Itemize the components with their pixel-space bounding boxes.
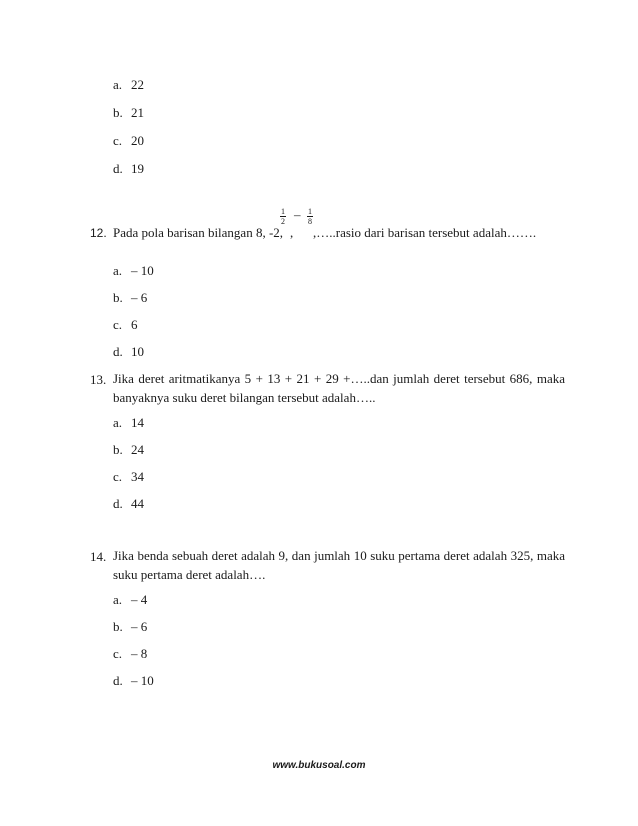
- q12-option-a: [113, 263, 154, 279]
- q11-option-d: [113, 161, 144, 177]
- option-text: 20: [131, 133, 144, 148]
- q14-option-b: [113, 619, 147, 635]
- option-text: 6: [131, 317, 138, 332]
- option-letter: b.: [113, 105, 123, 120]
- option-text: – 10: [131, 673, 154, 688]
- q14-option-c: [113, 646, 147, 662]
- q12-comma: ,: [290, 225, 294, 240]
- option-text: 10: [131, 344, 144, 359]
- q12-option-b: [113, 290, 147, 306]
- option-text: 19: [131, 161, 144, 176]
- option-text: 44: [131, 496, 144, 511]
- option-text: – 6: [131, 290, 148, 305]
- option-text: – 8: [131, 646, 148, 661]
- option-letter: b.: [113, 442, 123, 457]
- option-text: 14: [131, 415, 144, 430]
- option-text: – 6: [131, 619, 148, 634]
- q14-text: Jika benda sebuah deret adalah 9, dan jumlah 10 suku pertama deret adalah 325, maka suku pertama deret adalah….: [113, 548, 565, 582]
- q12-text-end: ,…..rasio dari barisan tersebut adalah…….: [313, 225, 537, 240]
- q14-option-d: [113, 673, 154, 689]
- option-text: 34: [131, 469, 144, 484]
- footer-website: www.bukusoal.com: [272, 760, 366, 771]
- q13-option-a: [113, 415, 144, 431]
- q12-option-c: [113, 317, 138, 333]
- option-letter: d.: [113, 344, 123, 359]
- q12-number: 12.: [90, 226, 107, 240]
- option-text: 22: [131, 77, 144, 92]
- q12-option-d: [113, 344, 144, 360]
- q11-option-c: [113, 133, 144, 149]
- fraction-numerator: 1: [308, 207, 312, 216]
- q12-fraction-eighth: [306, 207, 314, 226]
- option-letter: a.: [113, 592, 123, 607]
- option-letter: c.: [113, 133, 123, 148]
- q13-option-d: [113, 496, 144, 512]
- option-text: 21: [131, 105, 144, 120]
- option-text: – 4: [131, 592, 148, 607]
- option-letter: b.: [113, 619, 123, 634]
- q12-fraction-half: [279, 207, 287, 226]
- option-letter: c.: [113, 469, 123, 484]
- q11-option-a: [113, 77, 144, 93]
- option-letter: a.: [113, 415, 123, 430]
- option-letter: a.: [113, 263, 123, 278]
- option-letter: d.: [113, 673, 123, 688]
- option-text: 24: [131, 442, 144, 457]
- option-letter: c.: [113, 317, 123, 332]
- option-text: – 10: [131, 263, 154, 278]
- q13-option-c: [113, 469, 144, 485]
- q14-option-a: [113, 592, 147, 608]
- q12-text-start: Pada pola barisan bilangan 8, -2,: [113, 225, 284, 240]
- q13-text: Jika deret aritmatikanya 5 + 13 + 21 + 29 +…..dan jumlah deret tersebut 686, maka banyaknya suku deret bilangan tersebut adalah…..: [113, 371, 565, 405]
- option-letter: d.: [113, 496, 123, 511]
- q11-option-b: [113, 105, 144, 121]
- option-letter: d.: [113, 161, 123, 176]
- option-letter: c.: [113, 646, 123, 661]
- fraction-denominator: 2: [281, 217, 285, 226]
- fraction-denominator: 8: [308, 217, 312, 226]
- q13-number: 13.: [90, 372, 107, 387]
- q12-minus-sign: –: [294, 207, 301, 222]
- option-letter: b.: [113, 290, 123, 305]
- option-letter: a.: [113, 77, 123, 92]
- q13-option-b: [113, 442, 144, 458]
- fraction-numerator: 1: [281, 207, 285, 216]
- q14-number: 14.: [90, 549, 107, 564]
